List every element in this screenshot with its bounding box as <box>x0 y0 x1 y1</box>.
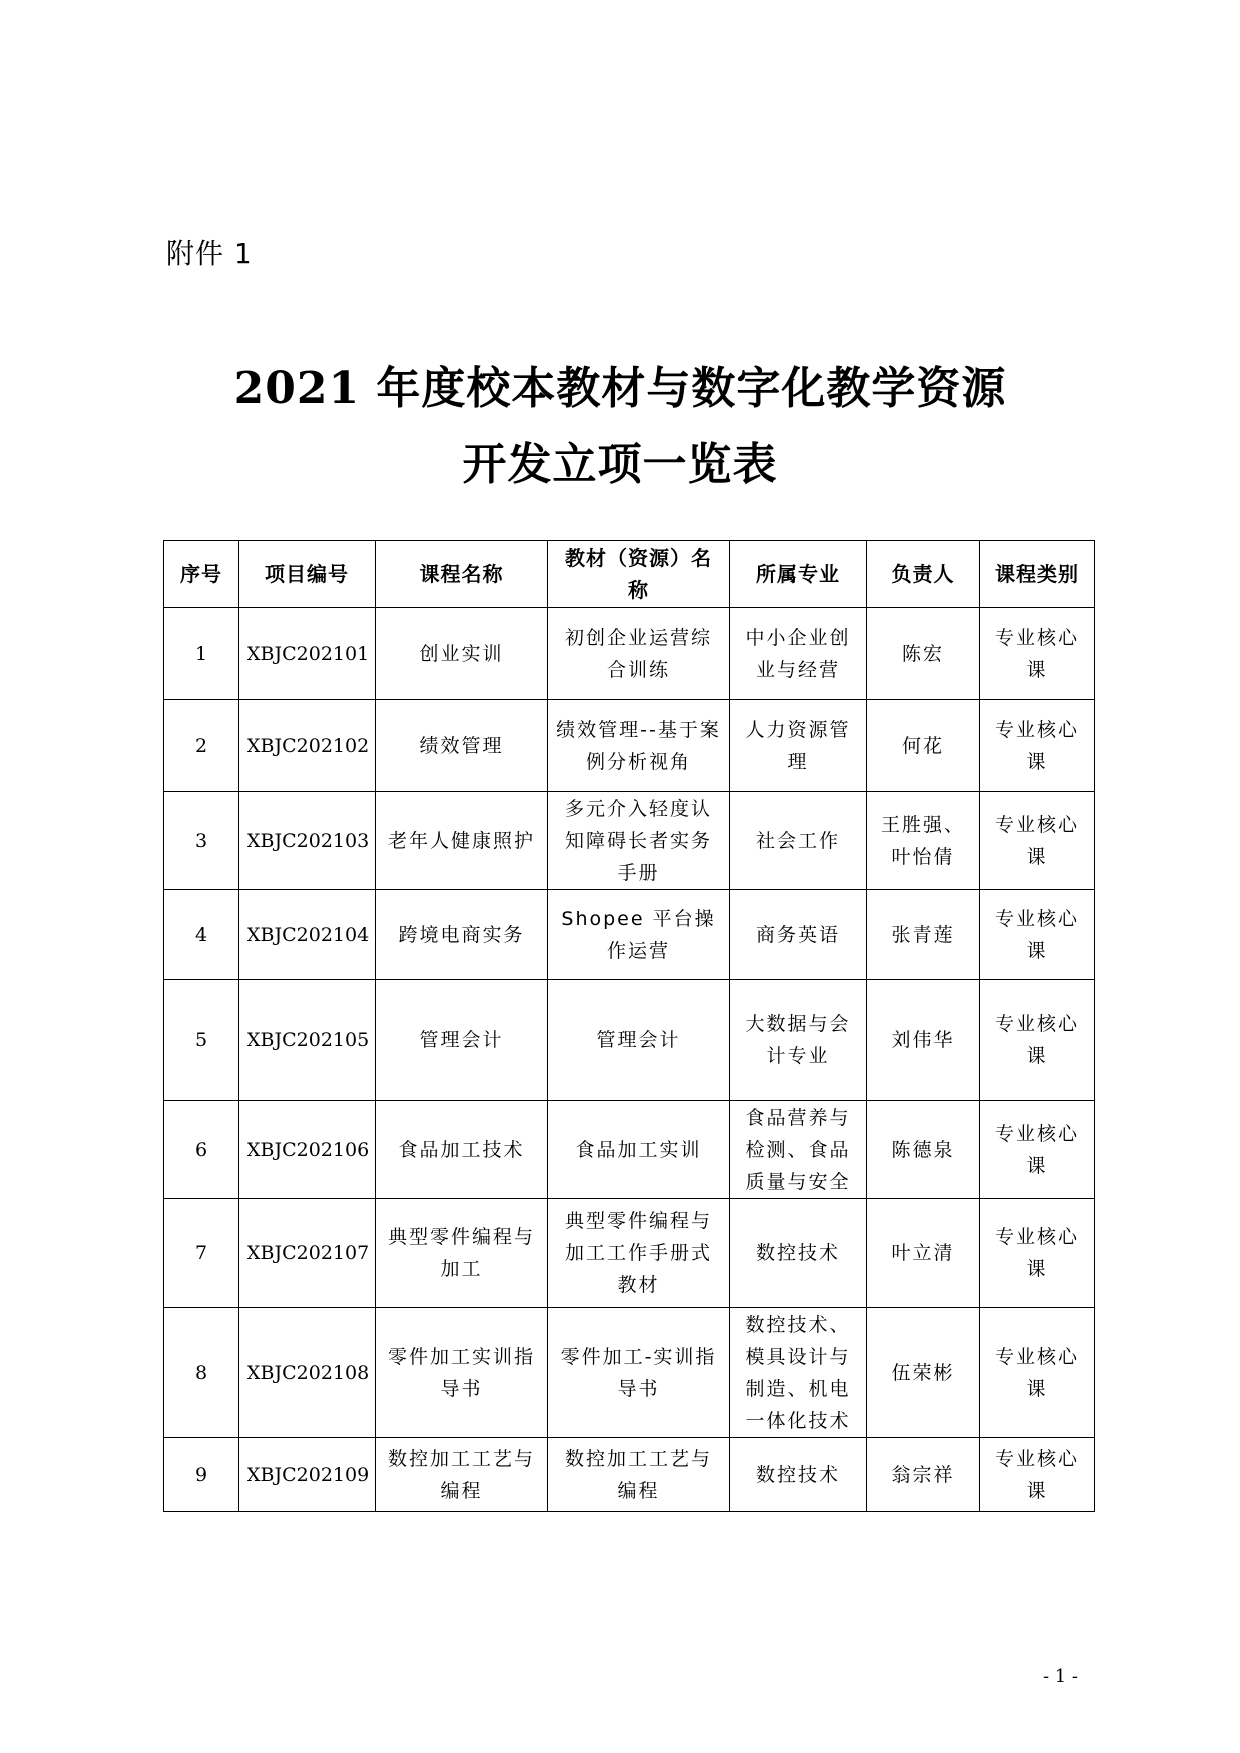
cell-project-code: XBJC202105 <box>239 980 376 1101</box>
cell-textbook-name: 绩效管理--基于案例分析视角 <box>548 700 730 792</box>
table-row <box>164 1199 1095 1308</box>
cell-course-type: 专业核心课 <box>980 890 1095 980</box>
cell-major: 食品营养与检测、食品质量与安全 <box>730 1101 867 1199</box>
cell-course-type: 专业核心课 <box>980 1101 1095 1199</box>
cell-project-code: XBJC202107 <box>239 1199 376 1308</box>
header-owner: 负责人 <box>867 541 980 608</box>
project-table <box>163 540 1095 1512</box>
cell-seq: 5 <box>164 980 239 1101</box>
cell-course-name: 数控加工工艺与编程 <box>376 1438 548 1512</box>
cell-owner: 陈宏 <box>867 608 980 700</box>
header-textbook-name: 教材（资源）名称 <box>548 541 730 608</box>
cell-textbook-name: 多元介入轻度认知障碍长者实务手册 <box>548 792 730 890</box>
table-row <box>164 890 1095 980</box>
cell-course-type: 专业核心课 <box>980 1199 1095 1308</box>
cell-course-name: 食品加工技术 <box>376 1101 548 1199</box>
cell-project-code: XBJC202108 <box>239 1308 376 1438</box>
cell-seq: 2 <box>164 700 239 792</box>
header-project-code: 项目编号 <box>239 541 376 608</box>
cell-course-type: 专业核心课 <box>980 1438 1095 1512</box>
cell-seq: 7 <box>164 1199 239 1308</box>
header-course-type: 课程类别 <box>980 541 1095 608</box>
cell-owner: 王胜强、叶怡倩 <box>867 792 980 890</box>
cell-project-code: XBJC202103 <box>239 792 376 890</box>
cell-seq: 1 <box>164 608 239 700</box>
cell-course-type: 专业核心课 <box>980 700 1095 792</box>
cell-seq: 9 <box>164 1438 239 1512</box>
cell-major: 社会工作 <box>730 792 867 890</box>
cell-course-type: 专业核心课 <box>980 980 1095 1101</box>
cell-owner: 陈德泉 <box>867 1101 980 1199</box>
cell-course-name: 创业实训 <box>376 608 548 700</box>
cell-project-code: XBJC202101 <box>239 608 376 700</box>
cell-course-type: 专业核心课 <box>980 608 1095 700</box>
cell-seq: 3 <box>164 792 239 890</box>
cell-major: 中小企业创业与经营 <box>730 608 867 700</box>
cell-course-name: 典型零件编程与加工 <box>376 1199 548 1308</box>
table-row <box>164 1308 1095 1438</box>
cell-course-name: 管理会计 <box>376 980 548 1101</box>
cell-major: 人力资源管理 <box>730 700 867 792</box>
cell-textbook-name: Shopee 平台操作运营 <box>548 890 730 980</box>
table-row <box>164 700 1095 792</box>
cell-major: 数控技术 <box>730 1438 867 1512</box>
page-number: - 1 - <box>1042 1666 1078 1687</box>
cell-project-code: XBJC202102 <box>239 700 376 792</box>
cell-owner: 叶立清 <box>867 1199 980 1308</box>
table-row <box>164 1438 1095 1512</box>
cell-major: 大数据与会计专业 <box>730 980 867 1101</box>
header-course-name: 课程名称 <box>376 541 548 608</box>
cell-course-name: 跨境电商实务 <box>376 890 548 980</box>
table-header-row <box>164 541 1095 608</box>
cell-project-code: XBJC202106 <box>239 1101 376 1199</box>
cell-major: 数控技术、模具设计与制造、机电一体化技术 <box>730 1308 867 1438</box>
cell-textbook-name: 初创企业运营综合训练 <box>548 608 730 700</box>
cell-owner: 张青莲 <box>867 890 980 980</box>
cell-major: 商务英语 <box>730 890 867 980</box>
cell-textbook-name: 管理会计 <box>548 980 730 1101</box>
table-row <box>164 980 1095 1101</box>
cell-course-type: 专业核心课 <box>980 792 1095 890</box>
header-seq: 序号 <box>164 541 239 608</box>
cell-owner: 翁宗祥 <box>867 1438 980 1512</box>
document-title-line2: 开发立项一览表 <box>462 439 778 490</box>
attachment-label: 附件 1 <box>166 237 253 270</box>
cell-course-name: 零件加工实训指导书 <box>376 1308 548 1438</box>
document-title-line1: 2021 年度校本教材与数字化教学资源 <box>233 363 1007 414</box>
cell-project-code: XBJC202109 <box>239 1438 376 1512</box>
cell-textbook-name: 典型零件编程与加工工作手册式教材 <box>548 1199 730 1308</box>
cell-seq: 6 <box>164 1101 239 1199</box>
cell-textbook-name: 零件加工-实训指导书 <box>548 1308 730 1438</box>
cell-seq: 8 <box>164 1308 239 1438</box>
cell-course-name: 老年人健康照护 <box>376 792 548 890</box>
cell-owner: 伍荣彬 <box>867 1308 980 1438</box>
cell-textbook-name: 食品加工实训 <box>548 1101 730 1199</box>
header-major: 所属专业 <box>730 541 867 608</box>
cell-seq: 4 <box>164 890 239 980</box>
table-row <box>164 608 1095 700</box>
cell-project-code: XBJC202104 <box>239 890 376 980</box>
cell-course-name: 绩效管理 <box>376 700 548 792</box>
cell-owner: 刘伟华 <box>867 980 980 1101</box>
cell-owner: 何花 <box>867 700 980 792</box>
table-row <box>164 1101 1095 1199</box>
cell-textbook-name: 数控加工工艺与编程 <box>548 1438 730 1512</box>
cell-major: 数控技术 <box>730 1199 867 1308</box>
table-row <box>164 792 1095 890</box>
cell-course-type: 专业核心课 <box>980 1308 1095 1438</box>
